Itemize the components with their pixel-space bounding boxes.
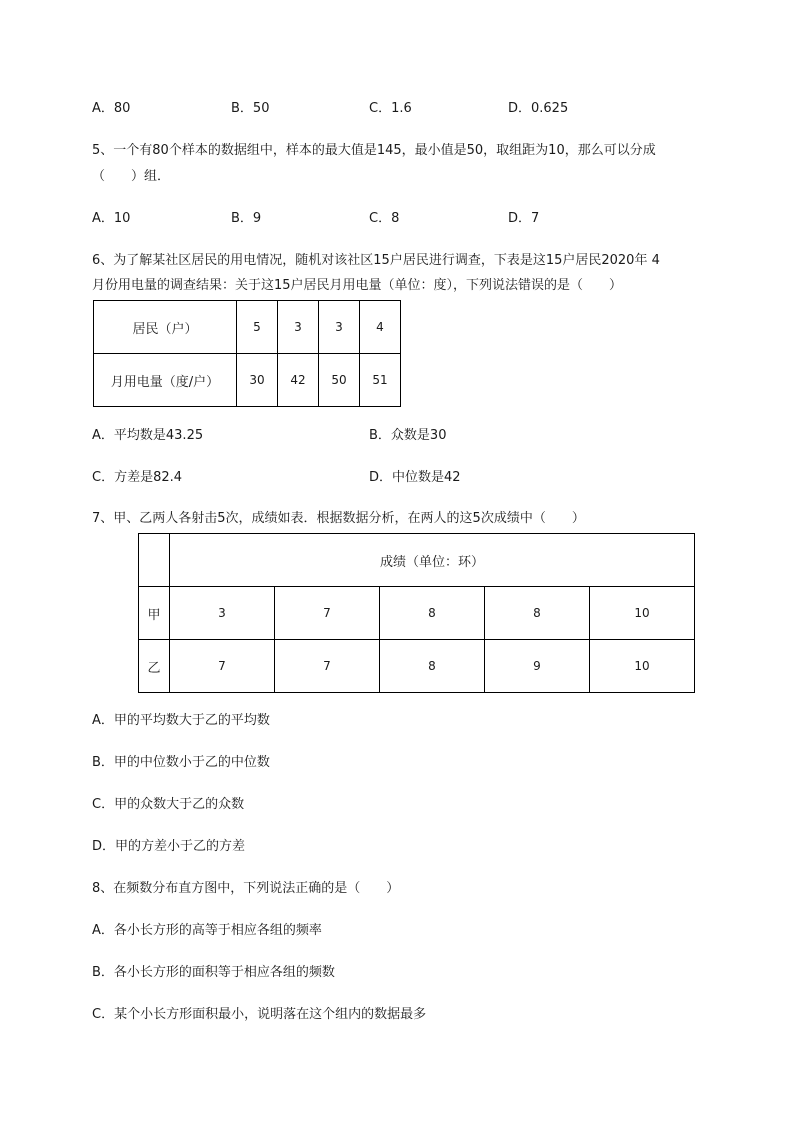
table-row	[139, 587, 695, 640]
q8-option-b: B．各小长方形的面积等于相应各组的频数	[92, 965, 335, 980]
q5-option-d: D．7	[508, 211, 540, 226]
q6-question-line1: 6、为了解某社区居民的用电情况，随机对该社区15户居民进行调查，下表是这15户居民2020年 4	[92, 253, 660, 268]
table-cell: 30	[237, 354, 278, 407]
q8-option-c: C．某个小长方形面积最小，说明落在这个组内的数据最多	[92, 1007, 427, 1022]
table-cell: 8	[380, 587, 485, 640]
table-cell: 51	[360, 354, 401, 407]
q5-option-b: B．9	[231, 211, 262, 226]
q7-score-table	[138, 533, 695, 693]
q5-question-line1: 5、一个有80个样本的数据组中，样本的最大值是145，最小值是50，取组距为10，那么可以分成	[92, 143, 656, 158]
q4-option-a: A．80	[92, 101, 131, 116]
q6-option-a: A．平均数是43.25	[92, 428, 204, 443]
table-cell: 7	[275, 587, 380, 640]
table-cell: 5	[237, 301, 278, 354]
q4-option-c: C．1.6	[369, 101, 412, 116]
table-cell: 42	[278, 354, 319, 407]
table-cell: 8	[485, 587, 590, 640]
table-row-header: 居民（户）	[94, 301, 237, 354]
q8-question-line1: 8、在频数分布直方图中，下列说法正确的是（ ）	[92, 881, 400, 896]
q5-option-a: A．10	[92, 211, 131, 226]
table-row-label: 乙	[139, 640, 170, 693]
q6-option-d: D．中位数是42	[369, 470, 461, 485]
table-cell: 4	[360, 301, 401, 354]
table-row-header: 月用电量（度/户）	[94, 354, 237, 407]
q5-option-c: C．8	[369, 211, 400, 226]
q6-option-c: C．方差是82.4	[92, 470, 183, 485]
table-row	[94, 301, 401, 354]
table-row	[94, 354, 401, 407]
q6-option-b: B．众数是30	[369, 428, 447, 443]
table-cell: 9	[485, 640, 590, 693]
table-row-label: 甲	[139, 587, 170, 640]
q4-option-b: B．50	[231, 101, 270, 116]
q7-option-d: D．甲的方差小于乙的方差	[92, 839, 246, 854]
q4-option-d: D．0.625	[508, 101, 569, 116]
q5-question-line2: （ ）组．	[92, 169, 171, 184]
table-row	[139, 640, 695, 693]
table-cell: 3	[170, 587, 275, 640]
table-cell: 7	[170, 640, 275, 693]
q7-option-b: B．甲的中位数小于乙的中位数	[92, 755, 270, 770]
table-cell: 7	[275, 640, 380, 693]
q7-question-line1: 7、甲、乙两人各射击5次，成绩如表．根据数据分析，在两人的这5次成绩中（ ）	[92, 511, 585, 526]
q6-question-line2: 月份用电量的调查结果：关于这15户居民月用电量（单位：度），下列说法错误的是（ ）	[92, 278, 623, 293]
q8-option-a: A．各小长方形的高等于相应各组的频率	[92, 923, 322, 938]
table-row	[139, 534, 695, 587]
table-cell: 3	[278, 301, 319, 354]
table-cell: 8	[380, 640, 485, 693]
q6-data-table	[93, 300, 401, 407]
table-corner-cell	[139, 534, 170, 587]
table-cell: 3	[319, 301, 360, 354]
table-header: 成绩（单位：环）	[170, 534, 695, 587]
q7-option-c: C．甲的众数大于乙的众数	[92, 797, 245, 812]
q7-option-a: A．甲的平均数大于乙的平均数	[92, 713, 270, 728]
table-cell: 10	[590, 587, 695, 640]
table-cell: 10	[590, 640, 695, 693]
table-cell: 50	[319, 354, 360, 407]
